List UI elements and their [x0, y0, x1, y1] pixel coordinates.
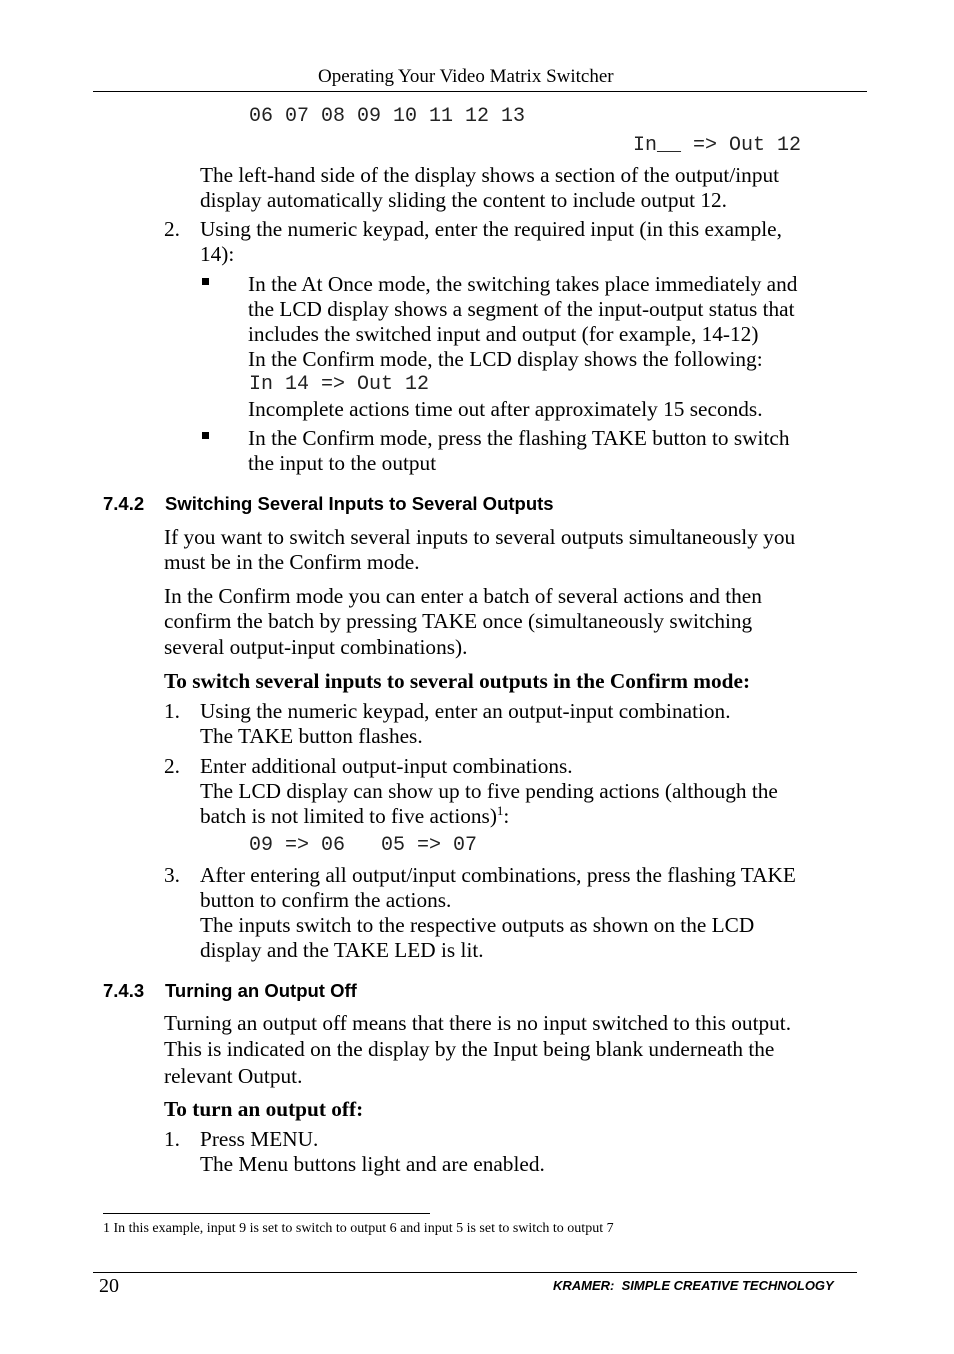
header-rule [93, 91, 867, 92]
step-number: 1. [164, 1127, 180, 1151]
step-text: display and the TAKE LED is lit. [200, 938, 484, 962]
paragraph-line: In the Confirm mode you can enter a batch of several actions and then [164, 584, 762, 608]
paragraph-line: If you want to switch several inputs to several outputs simultaneously you [164, 525, 796, 549]
step-text: Using the numeric keypad, enter the required input (in this example, [200, 217, 782, 241]
step-number: 2. [164, 754, 180, 778]
step-text: button to confirm the actions. [200, 888, 452, 912]
bullet-icon [202, 432, 209, 439]
step-text: 14): [200, 242, 235, 266]
bullet-icon [202, 278, 209, 285]
footer-rule [93, 1272, 857, 1273]
page-number: 20 [99, 1275, 119, 1297]
procedure-title: To switch several inputs to several outputs in the Confirm mode: [164, 669, 751, 693]
paragraph-line: This is indicated on the display by the Input being blank underneath the [164, 1037, 775, 1061]
running-header: Operating Your Video Matrix Switcher [318, 66, 614, 87]
lcd-line: In 14 => Out 12 [249, 373, 430, 396]
step-text-suffix: : [503, 804, 510, 828]
bullet-text: the input to the output [248, 451, 437, 475]
step-text: The Menu buttons light and are enabled. [200, 1152, 545, 1176]
section-title: Turning an Output Off [165, 980, 357, 1001]
procedure-title: To turn an output off: [164, 1097, 364, 1121]
paragraph-line: confirm the batch by pressing TAKE once (simultaneously switching [164, 609, 753, 633]
paragraph-line: The left-hand side of the display shows a section of the output/input [200, 163, 780, 187]
bullet-text: includes the switched input and output (for example, 14-12) [248, 322, 759, 346]
step-number: 2. [164, 217, 180, 241]
paragraph-line: display automatically sliding the content to include output 12. [200, 188, 728, 212]
step-number: 1. [164, 699, 180, 723]
bullet-text: Incomplete actions time out after approximately 15 seconds. [248, 397, 763, 421]
step-text: The LCD display can show up to five pending actions (although the [200, 779, 778, 803]
step-text: After entering all output/input combinations, press the flashing TAKE [200, 863, 796, 887]
step-number: 3. [164, 863, 180, 887]
paragraph-line: several output-input combinations). [164, 635, 468, 659]
paragraph-line: must be in the Confirm mode. [164, 550, 420, 574]
step-text: Enter additional output-input combinations. [200, 754, 573, 778]
step-text: The TAKE button flashes. [200, 724, 423, 748]
step-text: The inputs switch to the respective outputs as shown on the LCD [200, 913, 755, 937]
footnote-reference: 1 [496, 802, 504, 818]
bullet-text: the LCD display shows a segment of the input-output status that [248, 297, 795, 321]
paragraph-line: relevant Output. [164, 1064, 303, 1088]
paragraph-line: Turning an output off means that there is no input switched to this output. [164, 1011, 792, 1035]
section-title: Switching Several Inputs to Several Outputs [165, 493, 554, 514]
footnote-text: 1 In this example, input 9 is set to switch to output 6 and input 5 is set to switch to output 7 [103, 1221, 614, 1236]
section-number: 7.4.2 [103, 493, 145, 514]
step-text: Press MENU. [200, 1127, 319, 1151]
bullet-text: In the Confirm mode, press the flashing TAKE button to switch [248, 426, 790, 450]
step-text-main: batch is not limited to five actions) [200, 804, 497, 828]
lcd-line: 09 => 06 05 => 07 [249, 834, 478, 857]
section-number: 7.4.3 [103, 980, 145, 1001]
lcd-line: 06 07 08 09 10 11 12 13 [249, 105, 526, 128]
step-text: Using the numeric keypad, enter an output-input combination. [200, 699, 731, 723]
lcd-line: In__ => Out 12 [633, 134, 802, 157]
bullet-text: In the At Once mode, the switching takes place immediately and [248, 272, 798, 296]
footnote-rule [103, 1213, 430, 1214]
step-text [200, 804, 509, 829]
bullet-text: In the Confirm mode, the LCD display shows the following: [248, 347, 763, 371]
footer-brand: KRAMER: SIMPLE CREATIVE TECHNOLOGY [553, 1278, 834, 1293]
